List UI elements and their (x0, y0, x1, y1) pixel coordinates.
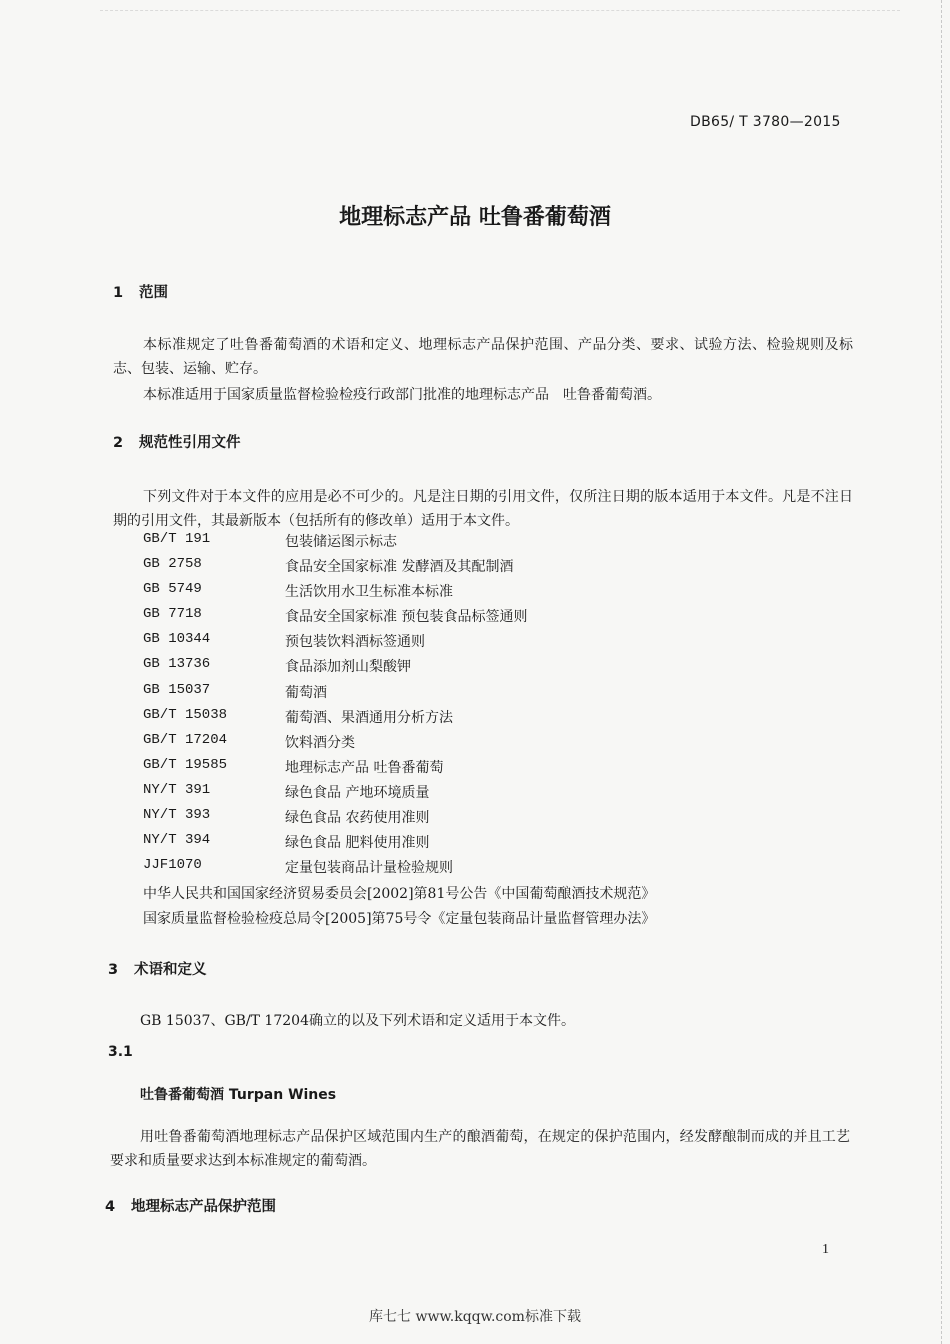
document-title: 地理标志产品 吐鲁番葡萄酒 (339, 205, 611, 230)
reference-title: 生活饮用水卫生标准本标准 (285, 584, 453, 600)
page-number: 1 (822, 1242, 829, 1257)
section-title: 规范性引用文件 (139, 435, 241, 451)
reference-code: GB 5749 (143, 581, 202, 597)
reference-code: GB/T 19585 (143, 757, 228, 773)
clause-number: 3.1 (108, 1044, 133, 1060)
reference-title: 定量包装商品计量检验规则 (285, 860, 453, 876)
reference-title: 食品添加剂山梨酸钾 (285, 659, 411, 675)
terms-intro: GB 15037、GB/T 17204确立的以及下列术语和定义适用于本文件。 (140, 1013, 575, 1029)
section-4-heading (105, 1195, 276, 1216)
section-title: 地理标志产品保护范围 (131, 1199, 276, 1215)
reference-title: 绿色食品 产地环境质量 (285, 785, 430, 801)
reference-extra: 国家质量监督检验检疫总局令[2005]第75号令《定量包装商品计量监督管理办法》 (143, 911, 656, 927)
reference-code: JJF1070 (143, 857, 202, 873)
reference-code: NY/T 391 (143, 782, 211, 798)
standard-code: DB65/ T 3780—2015 (690, 114, 841, 130)
reference-code: NY/T 393 (143, 807, 211, 823)
reference-code: GB 10344 (143, 631, 211, 647)
reference-code: GB/T 15038 (143, 707, 228, 723)
section-title: 术语和定义 (134, 962, 207, 978)
scan-top-edge (100, 0, 900, 11)
section-number: 4 (105, 1199, 116, 1215)
section-number: 2 (113, 435, 124, 451)
term-definition: 用吐鲁番葡萄酒地理标志产品保护区域范围内生产的酿酒葡萄，在规定的保护范围内，经发酵酿制而成的并且工艺要求和质量要求达到本标准规定的葡萄酒。 (110, 1129, 850, 1169)
section-2-heading (113, 431, 241, 452)
section-number: 3 (108, 962, 119, 978)
section-3-heading (108, 958, 207, 979)
scope-paragraph-2: 本标准适用于国家质量监督检验检疫行政部门批准的地理标志产品 吐鲁番葡萄酒。 (143, 387, 661, 403)
reference-code: NY/T 394 (143, 832, 211, 848)
reference-title: 饮料酒分类 (285, 735, 355, 751)
references-intro: 下列文件对于本文件的应用是必不可少的。凡是注日期的引用文件，仅所注日期的版本适用于本文件。凡是不注日期的引用文件，其最新版本（包括所有的修改单）适用于本文件。 (113, 489, 853, 529)
reference-title: 葡萄酒、果酒通用分析方法 (285, 710, 453, 726)
reference-title: 预包装饮料酒标签通则 (285, 634, 425, 650)
reference-title: 食品安全国家标准 预包装食品标签通则 (285, 609, 528, 625)
reference-code: GB 2758 (143, 556, 202, 572)
reference-title: 地理标志产品 吐鲁番葡萄 (285, 760, 444, 776)
reference-title: 绿色食品 肥料使用准则 (285, 835, 430, 851)
reference-code: GB/T 191 (143, 531, 211, 547)
reference-code: GB/T 17204 (143, 732, 228, 748)
term-heading: 吐鲁番葡萄酒 Turpan Wines (140, 1087, 337, 1103)
section-1-heading (113, 281, 168, 302)
reference-title: 包装储运图示标志 (285, 534, 397, 550)
section-number: 1 (113, 285, 124, 301)
reference-title: 绿色食品 农药使用准则 (285, 810, 430, 826)
reference-code: GB 7718 (143, 606, 202, 622)
reference-code: GB 15037 (143, 682, 211, 698)
reference-title: 食品安全国家标准 发酵酒及其配制酒 (285, 559, 514, 575)
scope-paragraph-1: 本标准规定了吐鲁番葡萄酒的术语和定义、地理标志产品保护范围、产品分类、要求、试验方法、检验规则及标志、包装、运输、贮存。 (113, 337, 853, 377)
footer-watermark: 库七七 www.kqqw.com标准下载 (369, 1309, 581, 1325)
section-title: 范围 (139, 285, 168, 301)
reference-extra: 中华人民共和国国家经济贸易委员会[2002]第81号公告《中国葡萄酿酒技术规范》 (143, 886, 656, 902)
reference-code: GB 13736 (143, 656, 211, 672)
reference-title: 葡萄酒 (285, 685, 327, 701)
